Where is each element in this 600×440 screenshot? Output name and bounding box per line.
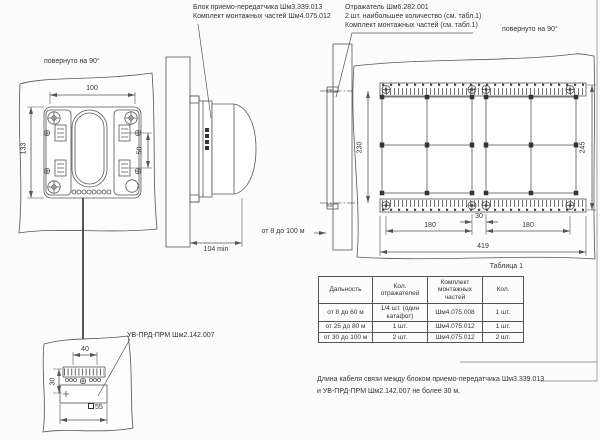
screw-icon xyxy=(44,130,50,136)
dim-front-width: 100 xyxy=(86,85,98,92)
reflector-side-view xyxy=(327,44,352,250)
table-header-row xyxy=(319,277,524,304)
callout-transceiver-line2: Комплект монтажных частей Шм4.075.012 xyxy=(193,13,331,20)
table-title: Таблица 1 xyxy=(489,263,523,270)
reflector-grid-left xyxy=(380,97,475,193)
table-cell: 1 шт. xyxy=(483,304,524,322)
table-row xyxy=(319,322,524,333)
screw-icon xyxy=(482,202,490,210)
table-header-cell: Кол. отражателей xyxy=(373,277,428,304)
table-cell: 2 шт. xyxy=(483,332,524,343)
dim-range: от 8 до 100 м xyxy=(252,228,314,236)
screw-icon xyxy=(48,112,60,124)
table-header-cell: Комплект монтажных частей xyxy=(428,277,483,304)
table-row xyxy=(319,304,524,322)
wall-section xyxy=(166,57,190,247)
table-cell: Шм4.075.012 xyxy=(428,322,483,333)
square-symbol xyxy=(88,403,94,409)
screw-icon xyxy=(135,168,141,174)
callout-reflector-line1: Отражатель Шм6.282.001 xyxy=(345,4,429,11)
screw-icon xyxy=(468,202,476,210)
callout-reflector-line2: 2 шт. наибольшее количество (см. табл.1) xyxy=(345,13,482,20)
dim-panel-left: 180 xyxy=(424,222,436,229)
table-cell: 2 шт. xyxy=(373,332,428,343)
screw-icon xyxy=(48,181,60,193)
dim-panel-inner-height: 230 xyxy=(356,141,364,154)
dim-front-height: 133 xyxy=(20,142,28,155)
cable-note-line1: Длина кабеля связи между блоком приемо-передатчика Шм3.339.013 xyxy=(317,376,545,383)
screw-icon xyxy=(482,86,490,94)
dim-unit-square: 55 xyxy=(88,403,128,412)
dim-panel-total: 419 xyxy=(477,243,489,250)
table-cell: от 30 до 100 м xyxy=(319,332,373,343)
screw-icon xyxy=(566,86,574,94)
callout-reflector-line3: Комплект монтажных частей (см. табл.1) xyxy=(345,22,478,29)
cable-note-line2: и УВ-ПРД-ПРМ Шм2.142.007 не более 30 м. xyxy=(317,388,461,395)
parts-table xyxy=(318,276,524,343)
label-uv-unit: УВ-ПРД-ПРМ Шм2.142.007 xyxy=(127,332,215,339)
panel-front-view xyxy=(353,54,595,259)
dim-panel-right: 180 xyxy=(522,222,534,229)
screw-icon xyxy=(125,112,137,124)
table-cell: от 25 до 80 м xyxy=(319,322,373,333)
dim-front-terminals: 50 xyxy=(136,146,144,155)
reflector-grid-right xyxy=(484,97,579,193)
table-cell: от 8 до 60 м xyxy=(319,304,373,322)
table-header-cell: Дальность xyxy=(319,277,373,304)
table-cell: 1/4 шт. (один катафот) xyxy=(373,304,428,322)
dim-panel-gap: 30 xyxy=(475,213,483,220)
screw-icon xyxy=(566,202,574,210)
dim-panel-outer-height: 245 xyxy=(579,141,587,154)
table-cell: Шм4.075.008 xyxy=(428,304,483,322)
screw-icon xyxy=(44,168,50,174)
cable-note xyxy=(317,374,544,398)
screw-icon xyxy=(382,86,390,94)
screw-icon xyxy=(80,378,86,384)
label-rotated-left: повернуто на 90° xyxy=(44,58,100,65)
callout-reflector xyxy=(345,3,481,30)
screw-icon xyxy=(382,202,390,210)
callout-transceiver-line1: Блок приемо-передатчика Шм3.339.013 xyxy=(193,4,323,11)
table-cell: 1 шт. xyxy=(483,322,524,333)
label-rotated-right: повернуто на 90° xyxy=(502,26,558,33)
dim-unit-height: 30 xyxy=(49,377,57,386)
side-view xyxy=(166,57,256,247)
dim-side-depth: 104 min xyxy=(203,246,229,253)
table-row xyxy=(319,332,524,343)
dim-unit-width: 40 xyxy=(81,346,89,353)
callout-transceiver xyxy=(193,3,331,21)
screw-icon xyxy=(468,86,476,94)
table-cell: 1 шт. xyxy=(373,322,428,333)
table-header-cell: Кол. xyxy=(483,277,524,304)
table-cell: Шм4.075.012 xyxy=(428,332,483,343)
